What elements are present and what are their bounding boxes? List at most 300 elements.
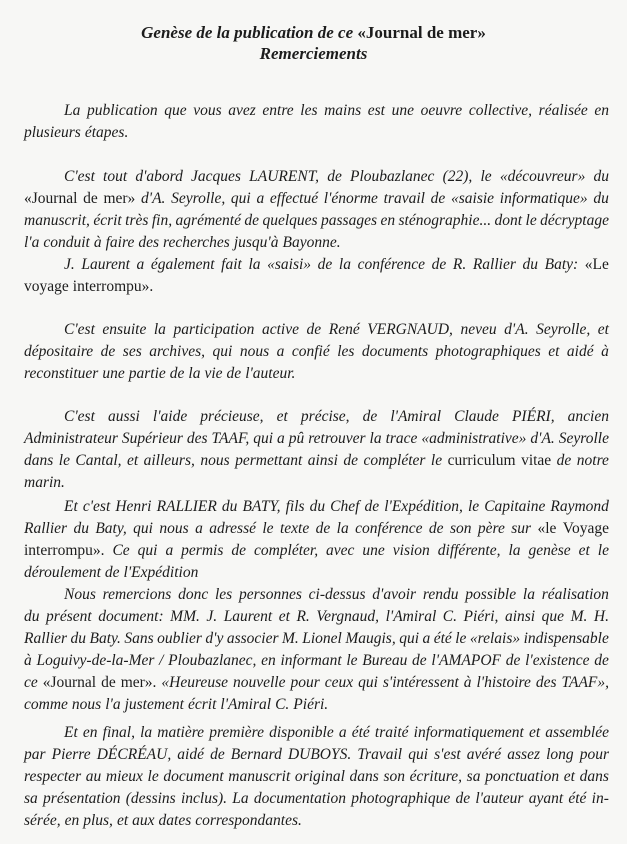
word: rendu (422, 586, 459, 603)
word: La (232, 790, 249, 807)
word: ses (122, 343, 142, 360)
word: sténographie... (398, 212, 492, 229)
word: compléter (363, 452, 426, 469)
word: pour (290, 674, 320, 691)
word: de (428, 520, 444, 537)
word: MM. (170, 608, 200, 625)
word: avez (228, 102, 256, 119)
word: la (140, 724, 153, 741)
word: sérée, (24, 812, 61, 829)
word: qui (399, 630, 419, 647)
word: «Le (584, 256, 609, 273)
word: le (455, 630, 467, 647)
word: documents (361, 343, 429, 360)
word: de (594, 652, 609, 669)
word: collective, (468, 102, 533, 119)
word: Loguivy-de-la-Mer (36, 652, 155, 669)
word: Voyage (562, 520, 609, 537)
word: l'existence (525, 652, 590, 669)
word: de (244, 212, 260, 229)
text-line (24, 650, 609, 672)
word: documentation (253, 790, 346, 807)
word: s'intéressent (382, 674, 459, 691)
paragraph (24, 584, 609, 716)
word: réalisée (538, 102, 588, 119)
word: d'y (205, 630, 224, 647)
word: ainsi (307, 452, 338, 469)
text-line (24, 744, 609, 766)
word: «administrative» (421, 430, 527, 447)
word: Travail (357, 746, 403, 763)
word: fin, (151, 212, 173, 229)
word: l'énorme (323, 190, 378, 207)
word: (22), (442, 168, 473, 185)
word: de (455, 790, 471, 807)
word: les (300, 102, 318, 119)
word: Maugis, (345, 630, 396, 647)
word: dans (579, 768, 609, 785)
word: aidé (566, 343, 594, 360)
word: l'auteur. (245, 365, 296, 382)
word: avec (326, 542, 355, 559)
text-line (24, 254, 609, 276)
word: différente, (437, 542, 501, 559)
word: jusqu'à (233, 234, 279, 251)
word: de (231, 542, 246, 559)
word: et (528, 724, 541, 741)
word: R. (452, 256, 467, 273)
word: de (210, 746, 225, 763)
word: (dessins (125, 790, 176, 807)
word: neveu (460, 321, 497, 338)
word: a (165, 542, 174, 559)
paragraph (24, 722, 609, 832)
word: l'auteur (475, 790, 524, 807)
word: une (102, 365, 125, 382)
word: final, (102, 724, 135, 741)
word: et (578, 542, 590, 559)
word: présentation (43, 790, 121, 807)
word: des (186, 430, 208, 447)
paragraph (24, 406, 609, 494)
text-line (24, 319, 609, 341)
word: Baty. (89, 630, 121, 647)
word: que (164, 102, 187, 119)
word: fait (221, 256, 242, 273)
word: de (306, 321, 322, 338)
word: d'avoir (372, 586, 417, 603)
word: partie (128, 365, 166, 382)
word: décryptage (540, 212, 609, 229)
word: de (101, 674, 116, 691)
word: dont (494, 212, 523, 229)
word: matière (157, 724, 205, 741)
word: Nous (64, 586, 96, 603)
word: effectué (269, 190, 319, 207)
word: a (136, 256, 145, 273)
word: nouvelle (232, 674, 286, 691)
word: / (159, 652, 164, 669)
word: interrompu». (72, 278, 154, 295)
word: oeuvre (420, 102, 463, 119)
word: à (463, 674, 472, 691)
word: Claude (454, 408, 499, 425)
word: été (351, 724, 370, 741)
word: genèse (528, 542, 571, 559)
word: nous (159, 520, 189, 537)
word: justement (124, 696, 184, 713)
word: R. (296, 608, 310, 625)
word: et (548, 343, 560, 360)
word: en (64, 812, 80, 829)
word: le (467, 498, 480, 515)
word: et (126, 452, 139, 469)
word: ensuite (102, 321, 147, 338)
word: la (369, 430, 382, 447)
word: Baty: (544, 256, 579, 273)
word: agrémenté (175, 212, 241, 229)
word: confié (291, 343, 330, 360)
word: nous (239, 343, 270, 360)
word: assez (507, 746, 540, 763)
word: nous (200, 452, 230, 469)
word: l'a (105, 696, 121, 713)
word: est (367, 102, 385, 119)
word: «relais» (469, 630, 521, 647)
word: DÉCRÉAU, (96, 746, 172, 763)
text-line (24, 232, 609, 254)
word: entre (262, 102, 294, 119)
word: document (163, 768, 224, 785)
word: active (261, 321, 299, 338)
word: in- (591, 790, 609, 807)
word: le (147, 768, 159, 785)
word: comme (24, 696, 68, 713)
word: du (522, 256, 538, 273)
word: en (261, 652, 276, 669)
word: ainsi (504, 608, 536, 625)
word: C. (442, 608, 458, 625)
text-line (24, 672, 609, 694)
word: Baty, (95, 520, 127, 537)
text-line (24, 472, 609, 494)
word: de (104, 564, 120, 581)
word: Piéri. (293, 696, 329, 713)
word: le (346, 652, 358, 669)
word: ceux (324, 674, 354, 691)
word: archives, (149, 343, 206, 360)
word: mieux (105, 768, 143, 785)
word: adressé (209, 520, 256, 537)
word: aussi (107, 408, 140, 425)
word: père (477, 520, 505, 537)
word: J. (206, 608, 218, 625)
word: avéré (466, 746, 502, 763)
document-subtitle: Remerciements (259, 44, 368, 63)
word: curriculum (447, 452, 516, 469)
word: plus, (83, 812, 113, 829)
title-italic: Genèse de la publication de ce (141, 23, 354, 42)
word: texte (279, 520, 310, 537)
word: a (195, 520, 203, 537)
word: vie (204, 365, 223, 382)
word: dépositaire (24, 343, 94, 360)
word: de (315, 520, 331, 537)
word: faire (105, 234, 135, 251)
word: à (24, 652, 32, 669)
word: publication (86, 102, 158, 119)
word: compléter, (253, 542, 319, 559)
word: inclus). (180, 790, 228, 807)
word: Seyrolle, (171, 190, 226, 207)
word: l'Expédition (123, 564, 199, 581)
word: oublier (157, 630, 202, 647)
word: a (276, 343, 285, 360)
word: J. (64, 256, 75, 273)
word: original (294, 768, 345, 785)
word: l'Amiral (220, 696, 272, 713)
word: document: (98, 608, 164, 625)
word: C'est (64, 321, 95, 338)
word: mer». (120, 674, 157, 691)
word: Chef (330, 498, 360, 515)
word: la (508, 542, 521, 559)
word: de (556, 452, 572, 469)
word: qui (253, 430, 274, 447)
word: Sans (124, 630, 154, 647)
word: photographique (351, 790, 451, 807)
word: conduit (43, 234, 90, 251)
word: voyage (24, 278, 69, 295)
word: et (116, 812, 129, 829)
word: l'aide (152, 408, 188, 425)
word: le (262, 520, 274, 537)
word: la (336, 520, 349, 537)
word: a (277, 430, 285, 447)
word: BATY, (242, 498, 281, 515)
word: au (85, 768, 102, 785)
word: personnes (239, 586, 302, 603)
word: qui (133, 520, 153, 537)
word: déroulement (24, 564, 101, 581)
word: VERGNAUD, (367, 321, 453, 338)
word: en (82, 724, 98, 741)
word: Henri (115, 498, 152, 515)
word: M. (281, 630, 299, 647)
word: conférence (355, 520, 423, 537)
word: des (138, 234, 159, 251)
paragraph (24, 319, 609, 385)
word: Ploubazlanec (350, 168, 435, 185)
word: RALLIER (156, 498, 217, 515)
paragraph (24, 166, 609, 254)
word: traité (374, 724, 409, 741)
word: qui (230, 190, 251, 207)
text-line (24, 450, 609, 472)
text-line (24, 276, 609, 298)
word: vous (193, 102, 222, 119)
word: Capitaine (484, 498, 546, 515)
word: retrouver (308, 430, 366, 447)
word: quelques (262, 212, 318, 229)
word: Et (64, 724, 78, 741)
word: C. (275, 696, 290, 713)
word: passages (321, 212, 377, 229)
word: Et (64, 498, 78, 515)
word: son (449, 520, 472, 537)
word: la (338, 256, 351, 273)
word: Seyrolle, (536, 321, 591, 338)
word: conférence (357, 256, 426, 273)
word: a (256, 190, 265, 207)
word: M. (570, 608, 588, 625)
word: Ploubazlanec, (168, 652, 257, 669)
paragraph (24, 100, 609, 144)
text-line (24, 722, 609, 744)
word: Piéri, (463, 608, 499, 625)
word: qui (212, 343, 233, 360)
word: vision (392, 542, 430, 559)
text-line (24, 606, 609, 628)
word: également (150, 256, 215, 273)
word: du (70, 630, 87, 647)
word: la (522, 586, 535, 603)
word: le (597, 542, 609, 559)
word: Cantal, (75, 452, 122, 469)
word: du (593, 168, 609, 185)
word: en (380, 212, 396, 229)
word: notre (576, 452, 609, 469)
word: de (430, 190, 446, 207)
word: Rallier (24, 630, 68, 647)
word: possible (465, 586, 517, 603)
paragraph (24, 254, 609, 298)
text-line (24, 584, 609, 606)
word: de (317, 256, 333, 273)
word: de (431, 256, 447, 273)
word: LAURENT, (249, 168, 320, 185)
word: mains (324, 102, 362, 119)
word: première (209, 724, 264, 741)
word: correspondantes. (195, 812, 302, 829)
word: la (153, 321, 166, 338)
word: très (125, 212, 149, 229)
text-line (24, 428, 609, 450)
word: Bureau (362, 652, 408, 669)
word: été (433, 630, 452, 647)
word: sur (511, 520, 532, 537)
word: et (563, 768, 575, 785)
word: interrompu». (24, 542, 105, 559)
word: une (362, 542, 385, 559)
word: Raymond (550, 498, 609, 515)
word: qui (358, 674, 378, 691)
text-line (24, 540, 609, 562)
text-line (24, 766, 609, 788)
word: plusieurs (24, 124, 81, 141)
word: l'Amiral (385, 608, 437, 625)
word: indispensable (523, 630, 609, 647)
word: ailleurs, (143, 452, 195, 469)
word: les (337, 343, 355, 360)
word: de (100, 343, 116, 360)
word: Ce (112, 542, 130, 559)
word: du (73, 520, 89, 537)
word: Laurent (223, 608, 273, 625)
word: informatique» (499, 190, 588, 207)
word: a (338, 724, 347, 741)
word: fils (285, 498, 305, 515)
word: long (546, 746, 574, 763)
word: sa (466, 768, 481, 785)
word: la (188, 365, 201, 382)
word: pû (288, 430, 305, 447)
word: respecter (24, 768, 82, 785)
word: mer» (103, 190, 136, 207)
word: nous (71, 696, 102, 713)
word: à (601, 343, 609, 360)
word: Supérieur (121, 430, 183, 447)
word: assemblée (545, 724, 609, 741)
word: la (248, 256, 261, 273)
word: Lionel (302, 630, 342, 647)
word: été (568, 790, 587, 807)
word: PIÉRI, (511, 408, 555, 425)
word: ancien (567, 408, 609, 425)
word: Rallier (472, 256, 516, 273)
word: C'est (64, 408, 95, 425)
word: précieuse, (200, 408, 264, 425)
text-line (24, 341, 609, 363)
word: photographiques (435, 343, 541, 360)
word: a (422, 630, 431, 647)
word: «Heureuse (161, 674, 228, 691)
word: s'est (434, 746, 461, 763)
word: travail (383, 190, 425, 207)
word: manuscrit, (24, 212, 90, 229)
word: marin. (24, 474, 65, 491)
word: ce (24, 674, 38, 691)
word: tout (103, 168, 128, 185)
word: de (169, 365, 185, 382)
word: Administrateur (24, 430, 118, 447)
word: Jacques (191, 168, 241, 185)
word: c'est (82, 498, 111, 515)
word: qui (408, 746, 429, 763)
word: de (226, 365, 242, 382)
word: présent (46, 608, 92, 625)
word: «Journal (24, 190, 78, 207)
word: l'AMAPOF (431, 652, 502, 669)
word: de (83, 190, 98, 207)
word: du (24, 608, 40, 625)
word: de (327, 168, 342, 185)
word: René (328, 321, 360, 338)
text-line (24, 188, 609, 210)
word: le (480, 168, 492, 185)
word: du (221, 498, 238, 515)
word: et (276, 408, 288, 425)
word: disponible (269, 724, 334, 741)
word: l'Amiral (390, 408, 442, 425)
word: aux (132, 812, 155, 829)
word: du (309, 498, 326, 515)
text-line (24, 406, 609, 428)
word: recherches (163, 234, 230, 251)
word: son (383, 768, 405, 785)
text-line (24, 518, 609, 540)
word: des (535, 674, 557, 691)
